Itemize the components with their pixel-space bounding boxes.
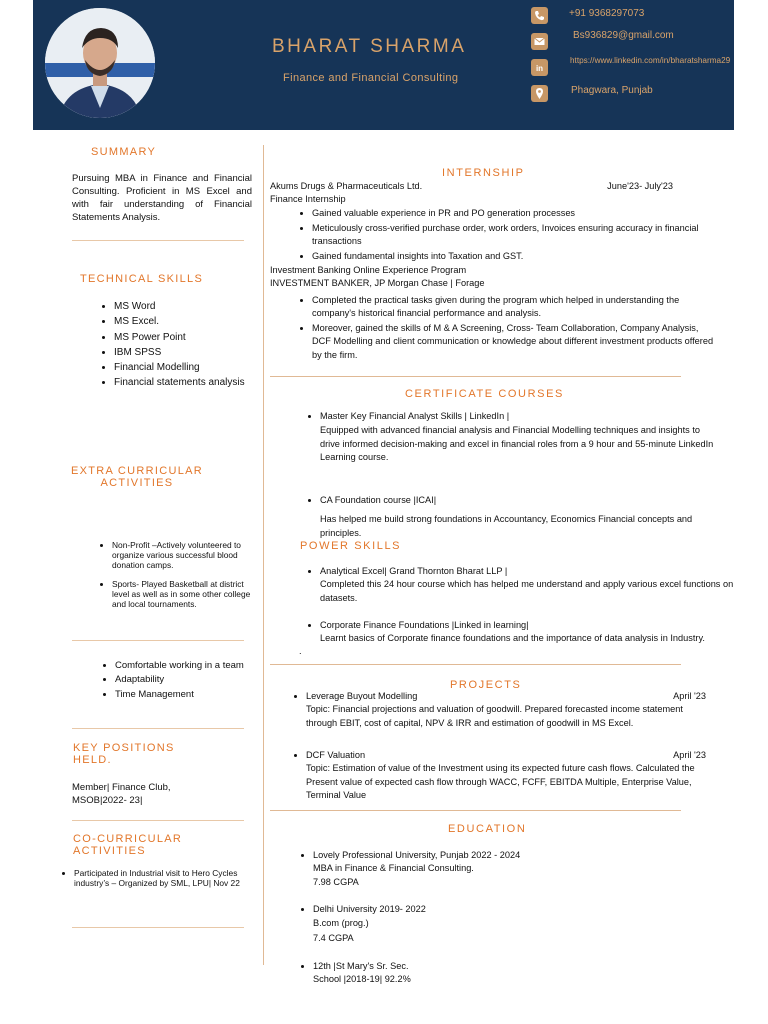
list-item <box>313 903 613 945</box>
list-item: • Sports- Played Basketball at district level as well as in some other college and local tournaments. <box>112 579 262 609</box>
education-line: MBA in Finance & Financial Consulting. <box>313 863 474 874</box>
power-skills-heading: POWER SKILLS <box>300 540 402 552</box>
internship-points <box>270 207 712 265</box>
list-item: • Financial Modelling <box>114 360 304 375</box>
skill-title: • Analytical Excel| Grand Thornton Bharat LLP | <box>320 566 508 576</box>
main-divider <box>270 810 681 811</box>
education-line: • Lovely Professional University, Punjab 2022 - 2024 <box>313 850 521 860</box>
program-org: INVESTMENT BANKER, JP Morgan Chase | Forage <box>270 278 485 288</box>
skill-description: Learnt basics of Corporate finance foundations and the importance of data analysis in Industry. <box>320 633 705 644</box>
projects-heading: PROJECTS <box>450 679 522 691</box>
sidebar-divider <box>72 820 244 821</box>
list-item: • Time Management <box>115 689 255 701</box>
program-points <box>270 294 717 363</box>
power-skills-list <box>278 619 740 647</box>
list-item: • MS Power Point <box>114 330 304 345</box>
column-divider <box>263 145 264 965</box>
education-line: 7.4 CGPA <box>313 932 354 943</box>
education-line: School |2018-19| 92.2% <box>313 974 411 985</box>
list-item: • MS Excel. <box>114 314 304 329</box>
education-line: B.com (prog.) <box>313 918 369 929</box>
list-item <box>320 565 740 605</box>
sidebar-divider <box>72 640 244 641</box>
education-list <box>271 903 613 946</box>
list-item: • Meticulously cross-verified purchase order, work orders, Invoices ensuring accuracy in financial transactions <box>312 222 712 249</box>
list-item: • Non-Profit –Actively volunteered to organize various successful blood donation camps. <box>112 540 262 570</box>
certificate-courses-list <box>278 494 720 541</box>
list-item: • Adaptability <box>115 674 255 686</box>
list-item: • Gained fundamental insights into Taxation and GST. <box>312 250 712 263</box>
internship-company: Akums Drugs & Pharmaceuticals Ltd. <box>270 181 423 191</box>
projects-list <box>264 690 706 731</box>
email-icon <box>531 33 548 50</box>
candidate-tagline: Finance and Financial Consulting <box>283 72 459 84</box>
project-date: April '23 <box>673 691 706 701</box>
sidebar-divider <box>72 927 244 928</box>
education-list <box>271 960 613 988</box>
project-date: April '23 <box>673 750 706 760</box>
list-item: • Completed the practical tasks given during the program which helped in understanding the company's historical financial performance and analysis. <box>312 294 717 321</box>
list-item <box>306 690 706 730</box>
course-description: Equipped with advanced financial analysis and Financial Modelling techniques and insights to drive informed decision-making and excel in financial roles from a 9 hour and 55-minute LinkedIn Learning course. <box>320 425 714 462</box>
main-divider <box>270 664 681 665</box>
education-line: • 12th |St Mary's Sr. Sec. <box>313 961 409 971</box>
education-line: • Delhi University 2019- 2022 <box>313 904 426 914</box>
internship-company-row <box>270 180 673 193</box>
location-icon <box>531 85 548 102</box>
technical-skills-heading: TECHNICAL SKILLS <box>80 273 204 285</box>
list-item: • Participated in Industrial visit to Hero Cycles industry’s – Organized by SML, LPU| Nov 22 <box>74 868 274 888</box>
list-item <box>320 410 720 464</box>
linkedin-icon <box>531 59 548 76</box>
skill-title: • Corporate Finance Foundations |Linked in learning| <box>320 620 529 630</box>
list-item <box>313 849 613 889</box>
project-description: Topic: Estimation of value of the Investment using its expected future cash flows. Calculated the Present value of expected cash flow through WACC, FCFF, EBITDA Multiple, Enterprise Value, Terminal Value <box>306 763 695 800</box>
list-item <box>320 494 720 540</box>
internship-date: June'23- July'23 <box>607 181 673 191</box>
list-item <box>306 749 706 802</box>
co-curricular-heading: CO-CURRICULAR ACTIVITIES <box>73 833 183 857</box>
list-item: • Financial statements analysis <box>114 375 304 390</box>
location-text: Phagwara, Punjab <box>571 85 653 96</box>
summary-heading: SUMMARY <box>91 146 157 158</box>
certificate-courses-list <box>278 410 720 466</box>
project-title: • DCF Valuation <box>306 750 366 760</box>
key-positions-text: Member| Finance Club, MSOB|2022- 23| <box>72 782 171 806</box>
list-item <box>313 960 613 987</box>
extra-curricular-heading: EXTRA CURRICULAR ACTIVITIES <box>70 465 204 489</box>
internship-role: Finance Internship <box>270 194 346 204</box>
education-line: 7.98 CGPA <box>313 876 359 887</box>
linkedin-url[interactable]: https://www.linkedin.com/in/bharatsharma29 <box>570 56 731 65</box>
project-description: Topic: Financial projections and valuation of goodwill. Prepared forecasted income statement through EBIT, cost of capital, NPV & IRR and estimation of goodwill in MS Excel. <box>306 704 683 728</box>
summary-text: Pursuing MBA in Finance and Financial Consulting. Proficient in MS Excel and with fair understanding of Financial Statements Analysis. <box>72 173 252 223</box>
course-title: • CA Foundation course |ICAI| <box>320 495 437 505</box>
power-skills-list <box>278 565 740 606</box>
internship-heading: INTERNSHIP <box>442 167 525 179</box>
sidebar-divider <box>72 240 244 241</box>
skill-description: Completed this 24 hour course which has helped me understand and apply various excel functions on datasets. <box>320 579 734 603</box>
list-item: • Gained valuable experience in PR and PO generation processes <box>312 207 712 220</box>
list-item: • Moreover, gained the skills of M & A Screening, Cross- Team Collaboration, Company Analysis, DCF Modelling and client communication or knowledge about different investment products offered by the firm. <box>312 322 717 362</box>
sidebar-divider <box>72 728 244 729</box>
projects-list <box>264 749 706 804</box>
phone-number: +91 9368297073 <box>569 8 645 19</box>
list-item <box>320 619 740 646</box>
trailing-dot: . <box>299 646 302 656</box>
main-divider <box>270 376 681 377</box>
list-item: • IBM SPSS <box>114 345 304 360</box>
education-list <box>271 849 613 890</box>
certificate-courses-heading: CERTIFICATE COURSES <box>405 388 564 400</box>
list-item: • MS Word <box>114 299 304 314</box>
soft-skills-list <box>85 660 255 701</box>
co-curricular-list <box>44 868 274 888</box>
course-description: Has helped me build strong foundations in Accountancy, Economics Financial concepts and principles. <box>320 514 693 538</box>
education-heading: EDUCATION <box>448 823 527 835</box>
program-title: Investment Banking Online Experience Program <box>270 265 467 275</box>
email-address[interactable]: Bs936829@gmail.com <box>573 30 674 41</box>
phone-icon <box>531 7 548 24</box>
list-item: • Comfortable working in a team <box>115 660 255 672</box>
project-title-row <box>306 690 706 703</box>
project-title: • Leverage Buyout Modelling <box>306 691 418 701</box>
project-title-row <box>306 749 706 762</box>
profile-photo <box>45 8 155 118</box>
key-positions-heading: KEY POSITIONS HELD. <box>73 742 175 766</box>
candidate-name: BHARAT SHARMA <box>272 36 467 57</box>
course-title: • Master Key Financial Analyst Skills | LinkedIn | <box>320 411 510 421</box>
extra-curricular-list <box>82 540 262 609</box>
svg-text:in: in <box>535 64 544 73</box>
